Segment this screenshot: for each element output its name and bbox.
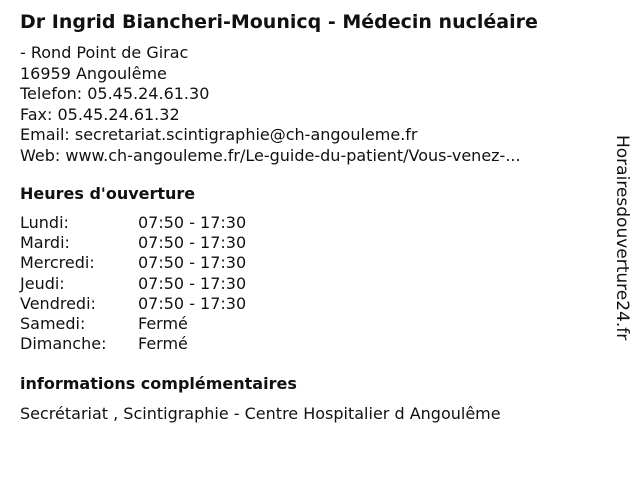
street-address: - Rond Point de Girac — [20, 43, 189, 62]
day-label: Lundi: — [20, 213, 69, 232]
city-address: 16959 Angoulême — [20, 63, 167, 83]
opening-hours-heading: Heures d'ouverture — [20, 184, 196, 203]
hours-row-thursday — [20, 274, 246, 294]
hours-row-friday — [20, 294, 246, 314]
hours-row-tuesday — [20, 233, 246, 253]
hours-row-saturday — [20, 314, 246, 334]
additional-info-heading: informations complémentaires — [20, 374, 297, 393]
watermark-text: Horairesdouverture24.fr — [612, 135, 632, 341]
opening-hours-table — [20, 213, 246, 354]
day-label: Mardi: — [20, 233, 70, 253]
day-label: Vendredi: — [20, 293, 96, 313]
time-value: 07:50 - 17:30 — [138, 273, 247, 293]
time-value: Fermé — [138, 334, 188, 354]
fax-number: Fax: 05.45.24.61.32 — [20, 104, 180, 124]
email-address: Email: secretariat.scintigraphie@ch-angouleme.fr — [20, 125, 418, 144]
hours-row-monday — [20, 213, 246, 233]
additional-info-text: Secrétariat , Scintigraphie - Centre Hospitalier d Angoulême — [20, 404, 501, 423]
time-value: 07:50 - 17:30 — [138, 293, 247, 313]
day-label: Samedi: — [20, 314, 86, 334]
contact-block — [20, 43, 521, 166]
time-value: 07:50 - 17:30 — [138, 213, 247, 232]
hours-row-sunday — [20, 334, 246, 354]
phone-number: Telefon: 05.45.24.61.30 — [20, 84, 210, 103]
day-label: Mercredi: — [20, 253, 95, 273]
day-label: Jeudi: — [20, 273, 65, 293]
time-value: 07:50 - 17:30 — [138, 253, 247, 273]
hours-row-wednesday — [20, 253, 246, 273]
watermark — [612, 135, 640, 365]
time-value: Fermé — [138, 314, 188, 334]
time-value: 07:50 - 17:30 — [138, 233, 247, 253]
page-title: Dr Ingrid Biancheri-Mounicq - Médecin nucléaire — [20, 11, 538, 33]
day-label: Dimanche: — [20, 334, 107, 354]
website-link: Web: www.ch-angouleme.fr/Le-guide-du-patient/Vous-venez-... — [20, 145, 521, 165]
